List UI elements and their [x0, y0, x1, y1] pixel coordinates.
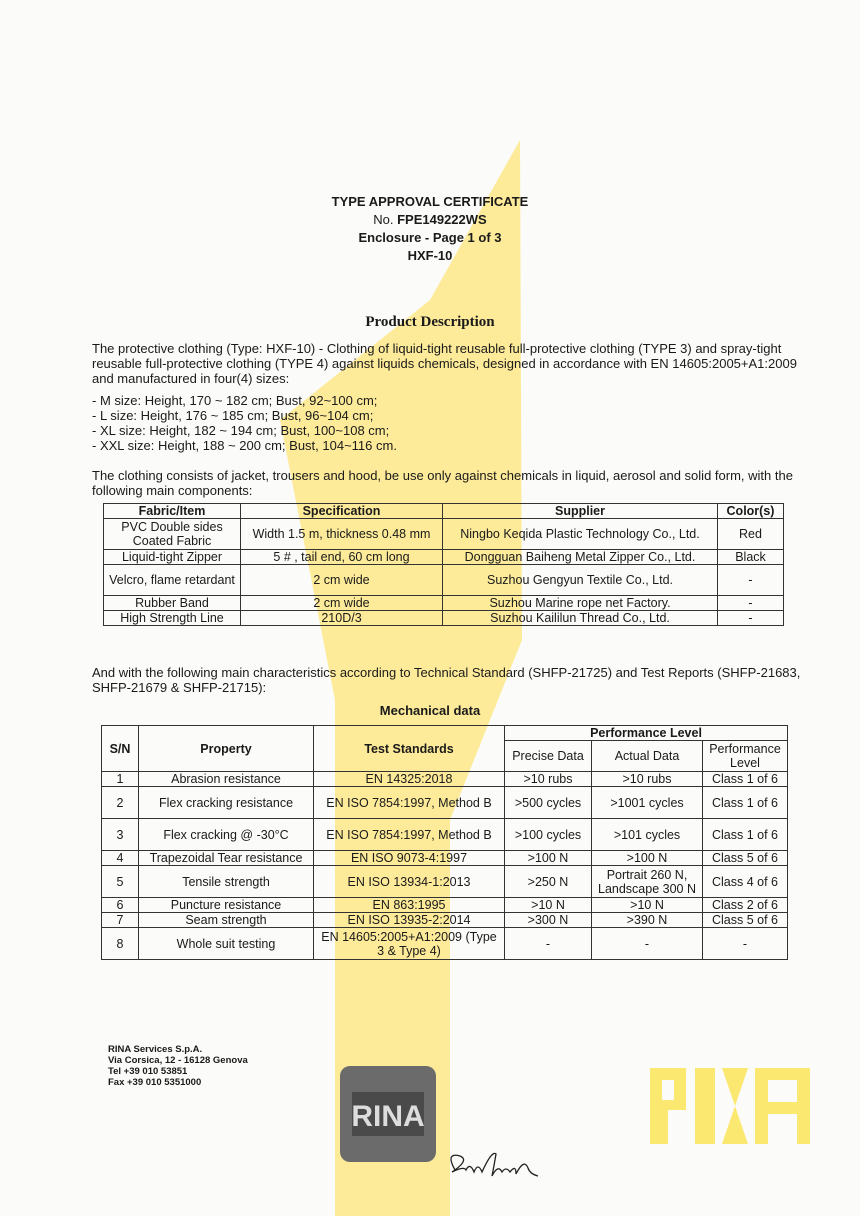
table-cell: -	[703, 928, 788, 960]
table-cell: EN ISO 7854:1997, Method B	[314, 787, 505, 819]
table-cell: Abrasion resistance	[139, 772, 314, 787]
table-cell: >100 N	[505, 851, 592, 866]
table-cell: -	[718, 596, 784, 611]
rina-seal-logo	[340, 1066, 436, 1162]
table-cell: >10 N	[505, 898, 592, 913]
col-header: Precise Data	[505, 741, 592, 772]
table-cell: Class 4 of 6	[703, 866, 788, 898]
model: HXF-10	[407, 248, 453, 263]
col-header: Property	[139, 726, 314, 772]
table-cell: 1	[102, 772, 139, 787]
table-cell: >10 rubs	[592, 772, 703, 787]
table-cell: Trapezoidal Tear resistance	[139, 851, 314, 866]
fax: Fax +39 010 5351000	[108, 1077, 202, 1088]
table-cell: 8	[102, 928, 139, 960]
col-header: Test Standards	[314, 726, 505, 772]
components-table	[103, 503, 784, 626]
table-cell: >101 cycles	[592, 819, 703, 851]
certificate-title: TYPE APPROVAL CERTIFICATE	[331, 194, 529, 209]
signature	[451, 1153, 538, 1176]
table-cell: >10 N	[592, 898, 703, 913]
table-cell: -	[718, 565, 784, 596]
table-cell: 7	[102, 913, 139, 928]
table-cell: -	[505, 928, 592, 960]
table-cell: Suzhou Marine rope net Factory.	[443, 596, 718, 611]
certificate-number: FPE149222WS	[397, 212, 487, 227]
table-cell: >10 rubs	[505, 772, 592, 787]
table-cell: Class 2 of 6	[703, 898, 788, 913]
col-header: S/N	[102, 726, 139, 772]
col-header: Color(s)	[718, 504, 784, 519]
table-cell: EN 14605:2005+A1:2009 (Type 3 & Type 4)	[314, 928, 505, 960]
table-cell: -	[718, 611, 784, 626]
mechanical-table	[101, 725, 788, 960]
table-cell: 4	[102, 851, 139, 866]
table-cell: Dongguan Baiheng Metal Zipper Co., Ltd.	[443, 550, 718, 565]
table-cell: Whole suit testing	[139, 928, 314, 960]
table-cell: Class 1 of 6	[703, 772, 788, 787]
table-cell: High Strength Line	[104, 611, 241, 626]
table-cell: Liquid-tight Zipper	[104, 550, 241, 565]
table-row	[104, 596, 784, 611]
table-cell: EN 14325:2018	[314, 772, 505, 787]
certificate-header	[0, 193, 860, 265]
table-cell: >100 cycles	[505, 819, 592, 851]
table-cell: >300 N	[505, 913, 592, 928]
table-cell: Puncture resistance	[139, 898, 314, 913]
table-cell: Suzhou Gengyun Textile Co., Ltd.	[443, 565, 718, 596]
table-cell: Suzhou Kaililun Thread Co., Ltd.	[443, 611, 718, 626]
table-cell: Rubber Band	[104, 596, 241, 611]
svg-text:RINA: RINA	[351, 1100, 425, 1133]
table-cell: 2 cm wide	[241, 596, 443, 611]
table-cell: Class 1 of 6	[703, 819, 788, 851]
table-cell: >100 N	[592, 851, 703, 866]
table-row	[102, 772, 788, 787]
table-cell: Black	[718, 550, 784, 565]
table-cell: Class 5 of 6	[703, 851, 788, 866]
size-list	[92, 393, 397, 453]
table-row	[104, 611, 784, 626]
col-header: Actual Data	[592, 741, 703, 772]
characteristics-intro: And with the following main characteristics according to Technical Standard (SHFP-21725) and Test Reports (SHFP-21683, SHFP-21679 & SHFP-21715):	[92, 665, 801, 695]
number-label: No.	[373, 212, 398, 227]
table-cell: >250 N	[505, 866, 592, 898]
table-cell: Flex cracking resistance	[139, 787, 314, 819]
table-row	[102, 898, 788, 913]
table-cell: EN ISO 7854:1997, Method B	[314, 819, 505, 851]
table-row	[102, 819, 788, 851]
table-cell: Class 5 of 6	[703, 913, 788, 928]
table-cell: >390 N	[592, 913, 703, 928]
size-item: - M size: Height, 170 ~ 182 cm; Bust, 92~100 cm;	[92, 393, 378, 408]
table-cell: 5 # , tail end, 60 cm long	[241, 550, 443, 565]
telephone: Tel +39 010 53851	[108, 1066, 188, 1077]
table-row	[102, 913, 788, 928]
table-cell: Portrait 260 N, Landscape 300 N	[592, 866, 703, 898]
table-cell: Seam strength	[139, 913, 314, 928]
table-cell: 3	[102, 819, 139, 851]
table-cell: Width 1.5 m, thickness 0.48 mm	[241, 519, 443, 550]
section-title: Product Description	[365, 314, 495, 330]
table-cell: EN ISO 9073-4:1997	[314, 851, 505, 866]
table-cell: EN 863:1995	[314, 898, 505, 913]
table-cell: Tensile strength	[139, 866, 314, 898]
table-cell: 6	[102, 898, 139, 913]
address: Via Corsica, 12 - 16128 Genova	[108, 1055, 248, 1066]
table-row	[104, 519, 784, 550]
table-cell: >500 cycles	[505, 787, 592, 819]
footer-address	[108, 1044, 248, 1088]
table-cell: >1001 cycles	[592, 787, 703, 819]
size-item: - XL size: Height, 182 ~ 194 cm; Bust, 100~108 cm;	[92, 423, 390, 438]
mechanical-title: Mechanical data	[379, 703, 481, 718]
size-item: - XXL size: Height, 188 ~ 200 cm; Bust, 104~116 cm.	[92, 438, 397, 453]
table-cell: PVC Double sides Coated Fabric	[104, 519, 241, 550]
company-name: RINA Services S.p.A.	[108, 1044, 203, 1055]
intro-paragraph: The protective clothing (Type: HXF-10) - Clothing of liquid-tight reusable full-protective clothing (TYPE 3) and spray-tight reusable full-protective clothing (TYPE 4) against liquids chemicals, designed in accordance with EN 14605:2005+A1:2009 and manufactured in four(4) sizes:	[92, 341, 797, 386]
table-cell: Red	[718, 519, 784, 550]
table-row	[104, 565, 784, 596]
table-cell: 2	[102, 787, 139, 819]
table-cell: 210D/3	[241, 611, 443, 626]
col-header: Supplier	[443, 504, 718, 519]
table-cell: Velcro, flame retardant	[104, 565, 241, 596]
table-cell: Flex cracking @ -30°C	[139, 819, 314, 851]
col-header: Fabric/Item	[104, 504, 241, 519]
col-header: Performance Level	[703, 741, 788, 772]
table-cell: 2 cm wide	[241, 565, 443, 596]
col-header: Specification	[241, 504, 443, 519]
table-header-row	[104, 504, 784, 519]
table-cell: EN ISO 13934-1:2013	[314, 866, 505, 898]
col-header: Performance Level	[505, 726, 788, 741]
table-cell: Class 1 of 6	[703, 787, 788, 819]
table-row	[104, 550, 784, 565]
table-row	[102, 787, 788, 819]
table-cell: EN ISO 13935-2:2014	[314, 913, 505, 928]
components-intro: The clothing consists of jacket, trousers and hood, be use only against chemicals in liquid, aerosol and solid form, with the following main components:	[92, 468, 793, 498]
table-cell: Ningbo Keqida Plastic Technology Co., Ltd.	[443, 519, 718, 550]
enclosure: Enclosure - Page 1 of 3	[358, 230, 502, 245]
table-row	[102, 928, 788, 960]
table-cell: -	[592, 928, 703, 960]
table-cell: 5	[102, 866, 139, 898]
table-row	[102, 866, 788, 898]
size-item: - L size: Height, 176 ~ 185 cm; Bust, 96~104 cm;	[92, 408, 374, 423]
table-row	[102, 851, 788, 866]
